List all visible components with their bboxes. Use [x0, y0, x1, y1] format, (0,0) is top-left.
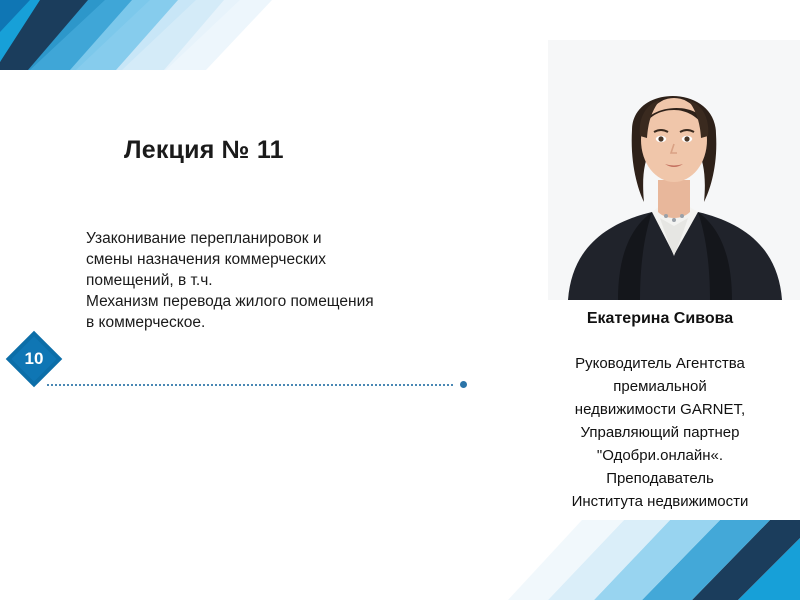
speaker-role: [516, 352, 800, 513]
body-line-2: смены назначения коммерческих: [86, 251, 327, 268]
decor-top-left-shape: [0, 0, 300, 70]
page-number-text: 10: [24, 349, 44, 368]
divider-dots: [47, 384, 453, 386]
speaker-name: Екатерина Сивова: [586, 310, 734, 327]
speaker-role-line-2: премиальной: [613, 378, 707, 395]
body-line-3: помещений, в т.ч.: [86, 272, 213, 289]
speaker-role-line-1: Руководитель Агентства: [575, 355, 745, 372]
body-line-5: в коммерческое.: [86, 314, 206, 331]
speaker-role-line-3: недвижимости GARNET,: [574, 401, 746, 418]
slide-body-text: [86, 228, 486, 333]
decor-bottom-right-shape: [470, 520, 800, 600]
speaker-role-line-6: Преподаватель: [606, 470, 714, 487]
decor-top-left: [0, 0, 300, 70]
speaker-role-line-7: Института недвижимости: [571, 493, 749, 510]
speaker-photo: [548, 40, 800, 300]
body-line-1: Узаконивание перепланировок и: [86, 230, 322, 247]
speaker-role-line-5: "Одобри.онлайн«.: [596, 447, 724, 464]
dotted-divider: [47, 381, 467, 389]
slide-title: Лекция № 11: [124, 136, 284, 164]
speaker-photo-illustration: [548, 40, 800, 300]
speaker-role-line-4: Управляющий партнер: [580, 424, 740, 441]
decor-bottom-right: [470, 520, 800, 600]
divider-end-dot: [460, 381, 467, 388]
body-line-4: Механизм перевода жилого помещения: [86, 293, 374, 310]
page-number-badge: [8, 333, 60, 385]
